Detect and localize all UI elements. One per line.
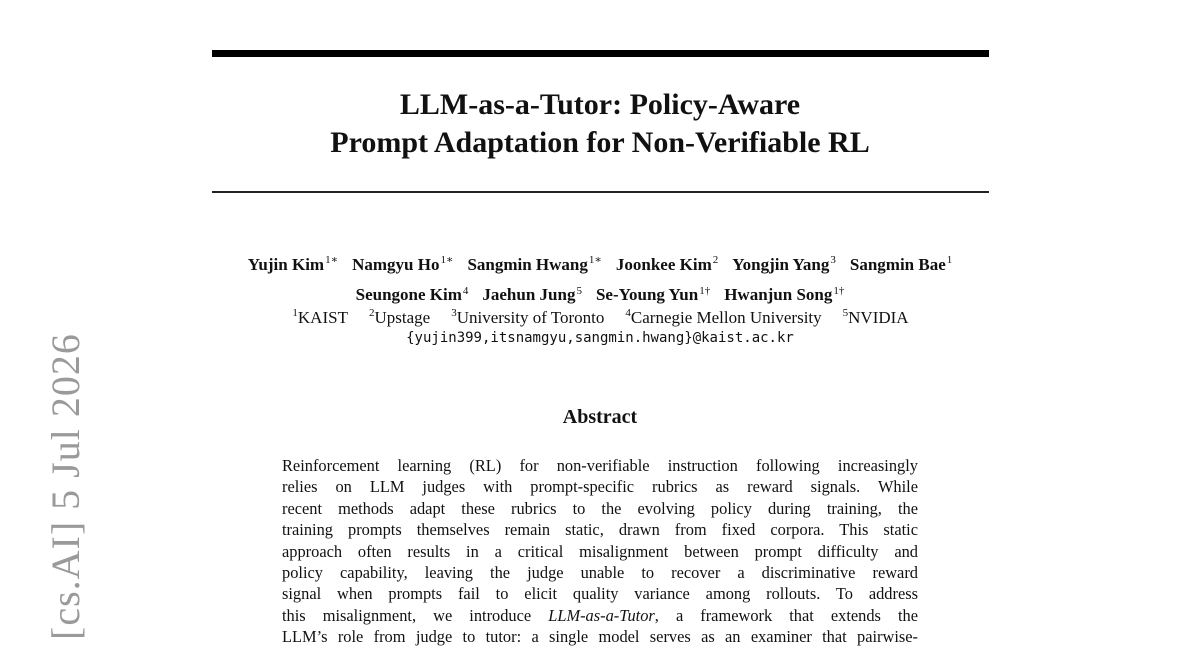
author-list — [0, 247, 1200, 308]
affiliation-list — [0, 301, 1200, 330]
author-line-1 — [0, 247, 1200, 278]
arxiv-side-stamp: [cs.AI] 5 Jul 2026 — [43, 333, 88, 640]
author-name-text: Joonkee Kim — [615, 254, 712, 274]
abstract-line: approach often results in a critical misalignment between prompt difficulty and — [282, 541, 918, 561]
author-name-text: Se-Young Yun — [595, 285, 699, 305]
affiliation-item — [291, 308, 348, 327]
author-name-text: Sangmin Hwang — [467, 254, 588, 274]
author-name — [467, 255, 601, 274]
affiliation-item — [368, 308, 430, 327]
paper-title-line-2: Prompt Adaptation for Non-Verifiable RL — [330, 126, 870, 159]
affiliation-name: Upstage — [374, 307, 431, 327]
affiliation-name: Carnegie Mellon University — [630, 307, 822, 327]
author-name-text: Hwanjun Song — [724, 285, 833, 305]
abstract-line: LLM’s role from judge to tutor: a single model serves as an examiner that pairwise- — [282, 627, 918, 647]
contact-email: {yujin399,itsnamgyu,sangmin.hwang}@kaist.ac.kr — [406, 330, 794, 346]
affiliation-mark: 2 — [368, 307, 375, 319]
affiliation-name: KAIST — [297, 307, 348, 327]
abstract-body — [282, 455, 918, 648]
abstract-line: this misalignment, we introduce LLM-as-a-Tutor, a framework that extends the — [282, 605, 918, 625]
author-name-text: Namgyu Ho — [352, 254, 440, 274]
author-affiliation-mark: 1∗ — [588, 254, 602, 266]
author-affiliation-mark: 1 — [946, 254, 953, 266]
affiliation-item — [450, 308, 604, 327]
author-name — [732, 255, 836, 274]
author-name — [616, 255, 718, 274]
author-name-text: Seungone Kim — [355, 285, 462, 305]
affiliation-mark: 4 — [625, 307, 631, 319]
affiliation-name: University of Toronto — [456, 307, 605, 327]
author-affiliation-mark: 1† — [833, 284, 845, 297]
affiliation-name: NVIDIA — [848, 307, 909, 327]
author-affiliation-mark: 2 — [712, 254, 719, 266]
author-name-text: Yujin Kim — [247, 254, 325, 274]
author-name — [248, 255, 338, 274]
affiliation-mark: 3 — [451, 307, 457, 319]
affiliation-mark: 1 — [292, 307, 298, 319]
abstract-line: signal when prompts fail to elicit quality variance among rollouts. To address — [282, 584, 918, 604]
abstract-line: Reinforcement learning (RL) for non-verifiable instruction following increasingly — [282, 456, 918, 475]
affiliation-item — [842, 308, 909, 327]
author-name — [850, 255, 952, 274]
paper-title — [0, 86, 1200, 162]
author-affiliation-mark: 1∗ — [440, 254, 454, 266]
author-name-text: Sangmin Bae — [849, 254, 946, 274]
author-affiliation-mark: 1† — [699, 284, 711, 297]
framework-name: LLM-as-a-Tutor — [548, 605, 655, 625]
author-affiliation-mark: 1∗ — [325, 254, 339, 266]
author-affiliation-mark: 5 — [576, 284, 582, 297]
author-name-text: Jaehun Jung — [482, 285, 576, 305]
abstract-line: recent methods adapt these rubrics to the evolving policy during training, the — [282, 498, 918, 518]
abstract-heading: Abstract — [562, 406, 638, 428]
affiliation-mark: 5 — [842, 307, 849, 319]
title-bottom-rule — [212, 191, 989, 193]
affiliation-item — [624, 308, 821, 327]
paper-title-line-1: LLM-as-a-Tutor: Policy-Aware — [399, 88, 801, 121]
abstract-line: policy capability, leaving the judge unable to recover a discriminative reward — [282, 563, 918, 583]
author-affiliation-mark: 3 — [830, 254, 836, 266]
abstract-line: relies on LLM judges with prompt-specific rubrics as reward signals. While — [282, 477, 918, 497]
author-name — [352, 255, 453, 274]
author-affiliation-mark: 4 — [462, 284, 469, 297]
title-top-rule — [212, 50, 989, 57]
abstract-line: training prompts themselves remain static, drawn from fixed corpora. This static — [282, 520, 918, 540]
author-name-text: Yongjin Yang — [732, 254, 830, 274]
